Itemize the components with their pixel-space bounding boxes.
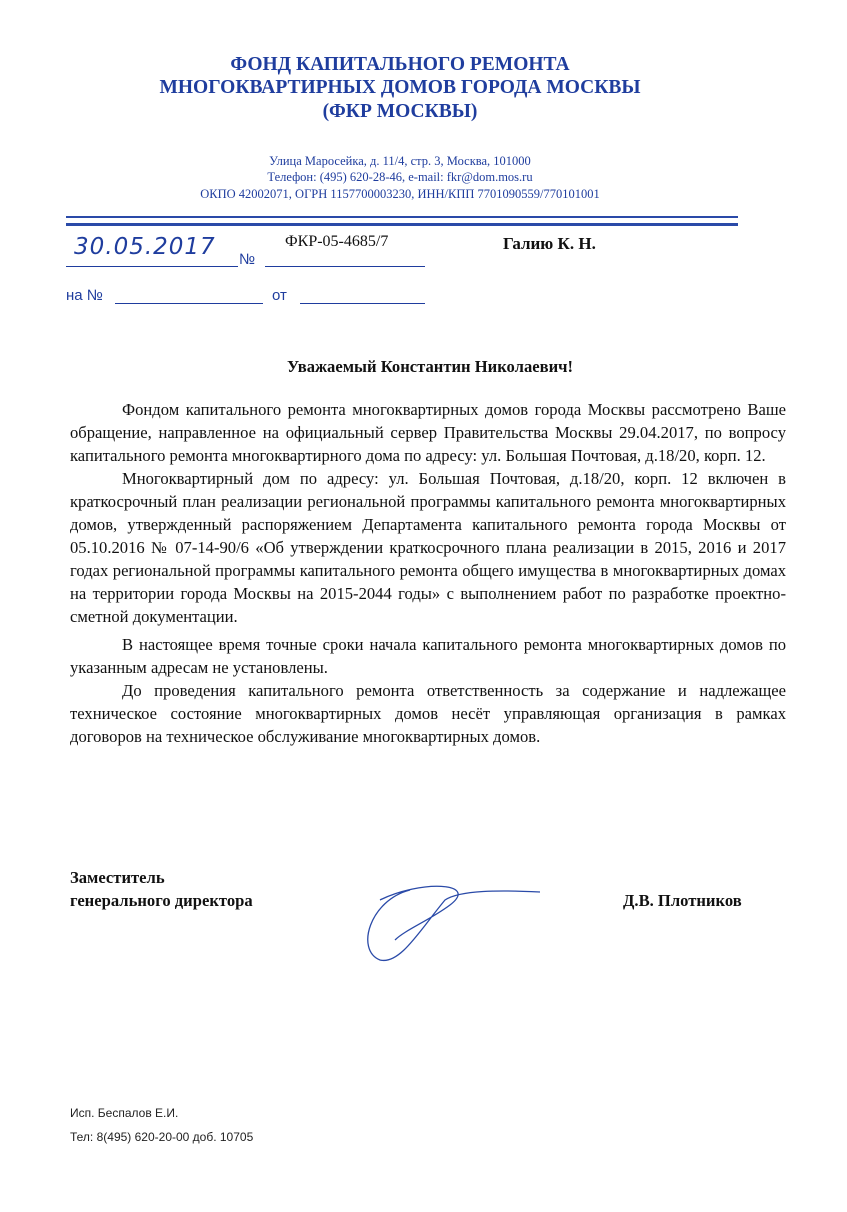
from-label: от xyxy=(272,287,287,304)
letter-body xyxy=(70,398,786,748)
number-underline xyxy=(265,266,425,267)
org-registry: ОКПО 42002071, ОГРН 1157700003230, ИНН/КПП 7701090559/770101001 xyxy=(200,187,600,201)
from-underline xyxy=(300,303,425,304)
greeting: Уважаемый Константин Николаевич! xyxy=(286,357,574,376)
outgoing-number: ФКР-05-4685/7 xyxy=(285,233,389,250)
executor-phone: Тел: 8(495) 620-20-00 доб. 10705 xyxy=(70,1130,254,1144)
handwritten-signature-icon xyxy=(350,870,550,970)
position-line1: Заместитель xyxy=(70,868,165,887)
reply-to-label: на № xyxy=(66,287,103,304)
letterhead-divider-bottom xyxy=(66,223,738,226)
date-underline xyxy=(66,266,238,267)
recipient: Галию К. Н. xyxy=(503,234,596,253)
org-name-line3: (ФКР МОСКВЫ) xyxy=(322,101,478,122)
org-name-line2: МНОГОКВАРТИРНЫХ ДОМОВ ГОРОДА МОСКВЫ xyxy=(159,77,641,98)
position-line2: генерального директора xyxy=(70,891,253,910)
signatory-position xyxy=(70,866,253,912)
handwritten-date: 30.05.2017 xyxy=(74,234,216,260)
letterhead-divider-top xyxy=(66,216,738,218)
org-address: Улица Маросейка, д. 11/4, стр. 3, Москва, 101000 xyxy=(269,154,531,168)
executor: Исп. Беспалов Е.И. xyxy=(70,1106,179,1120)
paragraph: Многоквартирный дом по адресу: ул. Большая Почтовая, д.18/20, корп. 12 включен в краткосрочный план реализации региональной программы капитального ремонта многоквартирных домов, утвержденный распоряжением Департамента капитального ремонта города Москвы от 05.10.2016 № 07-14-90/6 «Об утверждении краткосрочного плана реализации в 2015, 2016 и 2017 годах региональной программы капитального ремонта общего имущества в многоквартирных домах на территории города Москвы на 2015-2044 годы» с выполнением работ по разработке проектно-сметной документации. xyxy=(70,469,786,626)
signatory-name: Д.В. Плотников xyxy=(623,891,742,910)
org-contacts: Телефон: (495) 620-28-46, e-mail: fkr@dom.mos.ru xyxy=(267,170,533,184)
footer xyxy=(70,1101,253,1149)
org-name-line1: ФОНД КАПИТАЛЬНОГО РЕМОНТА xyxy=(230,54,570,75)
paragraph: В настоящее время точные сроки начала капитального ремонта многоквартирных домов по указанным адресам не установлены. xyxy=(70,635,786,677)
reply-to-underline xyxy=(115,303,263,304)
paragraph: Фондом капитального ремонта многоквартирных домов города Москвы рассмотрено Ваше обращение, направленное на официальный сервер Правительства Москвы 29.04.2017, по вопросу капитального ремонта многоквартирного дома по адресу: ул. Большая Почтовая, д.18/20, корп. 12. xyxy=(70,400,786,465)
paragraph: До проведения капитального ремонта ответственность за содержание и надлежащее техническое состояние многоквартирных домов несёт управляющая организация в рамках договоров на техническое обслуживание многоквартирных домов. xyxy=(70,681,786,746)
number-label: № xyxy=(239,251,256,268)
